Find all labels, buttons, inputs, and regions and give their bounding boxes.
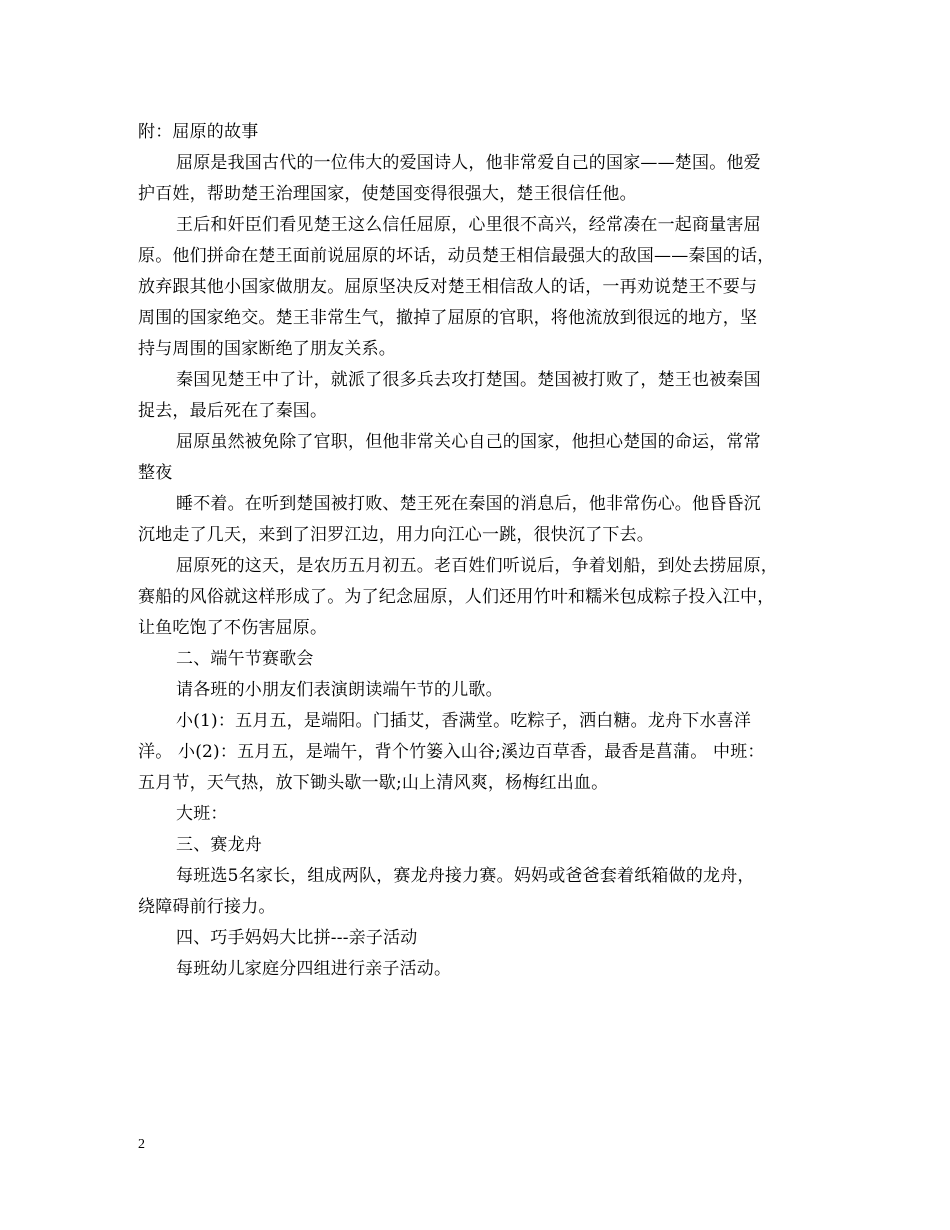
paragraph-line: 护百姓，帮助楚王治理国家，使楚国变得很强大，楚王很信任他。 xyxy=(138,184,637,204)
document-body xyxy=(138,117,816,985)
paragraph-line: 大班： xyxy=(176,804,228,824)
appendix-title: 附：屈原的故事 xyxy=(138,122,259,142)
paragraph-line: 小(1)：五月五，是端阳。门插艾，香满堂。吃粽子，洒白糖。龙舟下水喜洋 xyxy=(176,711,752,731)
paragraph-line: 整夜 xyxy=(138,463,173,483)
paragraph-line: 每班幼儿家庭分四组进行亲子活动。 xyxy=(176,959,452,979)
paragraph-line: 持与周围的国家断绝了朋友关系。 xyxy=(138,339,396,359)
paragraph-line: 五月节，天气热，放下锄头歇一歇;山上清风爽，杨梅红出血。 xyxy=(138,773,609,793)
paragraph-line: 原。他们拼命在楚王面前说屈原的坏话，动员楚王相信最强大的敌国——秦国的话， xyxy=(138,246,775,266)
paragraph-line: 睡不着。在听到楚国被打败、楚王死在秦国的消息后，他非常伤心。他昏昏沉 xyxy=(176,494,761,514)
paragraph-line: 洋。 小(2)：五月五，是端午，背个竹篓入山谷;溪边百草香，最香是菖蒲。 中班： xyxy=(138,742,765,762)
page-number: 2 xyxy=(138,1137,145,1152)
paragraph-line: 屈原是我国古代的一位伟大的爱国诗人，他非常爱自己的国家——楚国。他爱 xyxy=(176,153,761,173)
paragraph-line: 请各班的小朋友们表演朗读端午节的儿歌。 xyxy=(176,680,503,700)
paragraph-line: 秦国见楚王中了计，就派了很多兵去攻打楚国。楚国被打败了，楚王也被秦国 xyxy=(176,370,761,390)
section-heading: 二、端午节赛歌会 xyxy=(176,649,314,669)
paragraph-line: 屈原虽然被免除了官职，但他非常关心自己的国家，他担心楚国的命运，常常 xyxy=(176,432,761,452)
paragraph-line: 沉地走了几天，来到了汨罗江边，用力向江心一跳，很快沉了下去。 xyxy=(138,525,654,545)
section-heading: 三、赛龙舟 xyxy=(176,835,262,855)
paragraph-line: 屈原死的这天，是农历五月初五。老百姓们听说后，争着划船，到处去捞屈原， xyxy=(176,556,778,576)
paragraph-line: 放弃跟其他小国家做朋友。屈原坚决反对楚王相信敌人的话，一再劝说楚王不要与 xyxy=(138,277,758,297)
paragraph-line: 赛船的风俗就这样形成了。为了纪念屈原，人们还用竹叶和糯米包成粽子投入江中， xyxy=(138,587,775,607)
paragraph-line: 捉去，最后死在了秦国。 xyxy=(138,401,328,421)
paragraph-line: 每班选5名家长，组成两队，赛龙舟接力赛。妈妈或爸爸套着纸箱做的龙舟， xyxy=(176,866,755,886)
paragraph-line: 王后和奸臣们看见楚王这么信任屈原，心里很不高兴，经常凑在一起商量害屈 xyxy=(176,215,761,235)
paragraph-line: 周围的国家绝交。楚王非常生气，撤掉了屈原的官职，将他流放到很远的地方，坚 xyxy=(138,308,758,328)
paragraph-line: 绕障碍前行接力。 xyxy=(138,897,276,917)
paragraph-line: 让鱼吃饱了不伤害屈原。 xyxy=(138,618,328,638)
section-heading: 四、巧手妈妈大比拼---亲子活动 xyxy=(176,928,418,948)
